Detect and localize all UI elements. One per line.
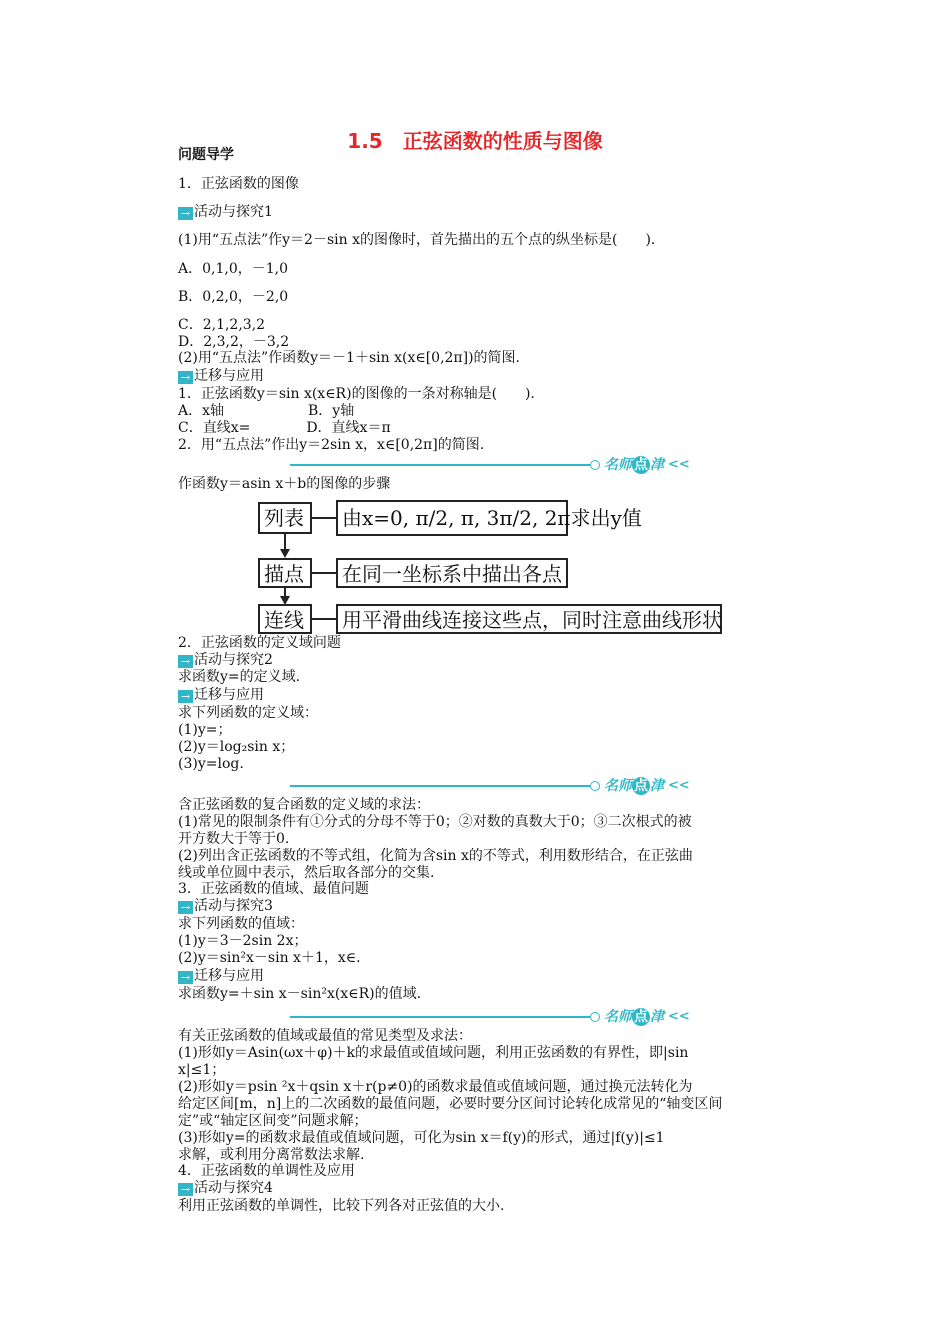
note-text: 求解，或利用分离常数法求解. <box>178 1147 365 1163</box>
double-chevron-icon: << <box>668 778 690 793</box>
choice-c: C．2,1,2,3,2 <box>178 317 266 333</box>
flow-step-plot-desc: 在同一坐标系中描出各点 <box>336 558 568 588</box>
flow-step-list: 列表 <box>258 502 312 534</box>
double-chevron-icon: << <box>668 457 690 472</box>
tip-divider-1 <box>290 456 692 474</box>
steps-intro: 作函数y＝asin x＋b的图像的步骤 <box>178 476 391 492</box>
activity-label-text: 活动与探究4 <box>194 1180 273 1196</box>
activity-label-1 <box>178 204 273 221</box>
arrow-right-icon: → <box>178 690 193 703</box>
tip-divider-2 <box>290 777 692 795</box>
question-text: 求下列函数的值域： <box>178 916 304 932</box>
flow-step-connect: 连线 <box>258 604 312 634</box>
question-text: 求函数y=的定义域. <box>178 669 301 685</box>
note-text: (2)形如y＝psin ²x＋qsin x＋r(p≠0)的函数求最值或值域问题，通过换元法转化为 <box>178 1079 693 1095</box>
tip-badge: 名师 点 津 <box>604 1009 664 1025</box>
arrow-right-icon: → <box>178 971 193 984</box>
note-heading: 含正弦函数的复合函数的定义域的求法： <box>178 797 430 813</box>
subsection-heading-2: 2．正弦函数的定义域问题 <box>178 635 341 651</box>
note-text: 给定区间[m，n]上的二次函数的最值问题，必要时要分区间讨论转化成常见的“轴变区间 <box>178 1096 723 1112</box>
sub-question: (2)y＝sin²x－sin x＋1，x∈. <box>178 950 361 966</box>
question-text: 利用正弦函数的单调性，比较下列各对正弦值的大小. <box>178 1198 505 1214</box>
flow-connector <box>312 572 336 574</box>
note-text: 线或单位圆中表示，然后取各部分的交集. <box>178 865 435 881</box>
application-label-2 <box>178 687 264 704</box>
activity-label-2 <box>178 652 273 669</box>
divider-dot-icon <box>590 781 600 791</box>
activity-label-text: 活动与探究1 <box>194 204 273 220</box>
choice-a: A．0,1,0，－1,0 <box>178 261 288 277</box>
choices-ab: A．x轴 B．y轴 <box>178 403 355 419</box>
sub-question: (3)y=log. <box>178 756 244 772</box>
section-heading: 问题导学 <box>178 147 234 163</box>
subsection-heading-4: 4．正弦函数的单调性及应用 <box>178 1163 355 1179</box>
question-text: 求下列函数的定义域： <box>178 705 318 721</box>
activity-label-text: 活动与探究2 <box>194 652 273 668</box>
divider-line <box>290 1016 590 1018</box>
flow-connector <box>312 618 336 620</box>
choices-cd: C．直线x= D．直线x＝π <box>178 420 391 436</box>
divider-dot-icon <box>590 460 600 470</box>
note-text: x|≤1； <box>178 1062 226 1078</box>
application-label-3 <box>178 968 264 985</box>
double-chevron-icon: << <box>668 1009 690 1024</box>
flow-step-plot: 描点 <box>258 558 312 588</box>
application-label-1 <box>178 368 264 385</box>
arrow-right-icon: → <box>178 1183 193 1196</box>
sub-question: (1)y=； <box>178 722 232 738</box>
tip-badge: 名师 点 津 <box>604 457 664 473</box>
application-label-text: 迁移与应用 <box>194 968 264 984</box>
sub-question: (2)y＝log₂sin x； <box>178 739 295 755</box>
note-text: (1)常见的限制条件有①分式的分母不等于0；②对数的真数大于0；③二次根式的被 <box>178 814 692 830</box>
question-text: 求函数y=＋sin x－sin²x(x∈R)的值域. <box>178 986 422 1002</box>
arrow-right-icon: → <box>178 901 193 914</box>
arrow-right-icon: → <box>178 371 193 384</box>
tip-badge: 名师 点 津 <box>604 778 664 794</box>
activity-label-4 <box>178 1180 273 1197</box>
divider-line <box>290 785 590 787</box>
subsection-heading-1: 1．正弦函数的图像 <box>178 176 299 192</box>
tip-divider-3 <box>290 1008 692 1026</box>
note-text: (2)列出含正弦函数的不等式组，化简为含sin x的不等式，利用数形结合，在正弦曲 <box>178 848 693 864</box>
question-text: (2)用“五点法”作函数y＝－1＋sin x(x∈[0,2π])的简图. <box>178 350 521 366</box>
flow-step-connect-desc: 用平滑曲线连接这些点，同时注意曲线形状 <box>336 604 722 634</box>
question-text: (1)用“五点法”作y＝2－sin x的图像时，首先描出的五个点的纵坐标是( )． <box>178 232 665 248</box>
flow-connector <box>312 517 336 519</box>
arrow-right-icon: → <box>178 207 193 220</box>
application-label-text: 迁移与应用 <box>194 687 264 703</box>
note-text: (1)形如y＝Asin(ωx＋φ)＋k的求最值或值域问题，利用正弦函数的有界性，即|sin <box>178 1045 689 1061</box>
question-text: 2．用“五点法”作出y＝2sin x，x∈[0,2π]的简图. <box>178 437 485 453</box>
note-heading: 有关正弦函数的值域或最值的常见类型及求法： <box>178 1028 472 1044</box>
application-label-text: 迁移与应用 <box>194 368 264 384</box>
divider-line <box>290 464 590 466</box>
sub-question: (1)y＝3－2sin 2x； <box>178 933 308 949</box>
arrow-right-icon: → <box>178 655 193 668</box>
question-text: 1．正弦函数y＝sin x(x∈R)的图像的一条对称轴是( )． <box>178 386 545 402</box>
divider-dot-icon <box>590 1012 600 1022</box>
note-text: 定”或“轴定区间变”问题求解； <box>178 1113 368 1129</box>
note-text: (3)形如y=的函数求最值或值域问题，可化为sin x＝f(y)的形式，通过|f(y)|≤1 <box>178 1130 665 1146</box>
choice-d: D．2,3,2，－3,2 <box>178 334 290 350</box>
activity-label-text: 活动与探究3 <box>194 898 273 914</box>
choice-b: B．0,2,0，－2,0 <box>178 289 289 305</box>
subsection-heading-3: 3．正弦函数的值域、最值问题 <box>178 881 369 897</box>
arrow-down-icon <box>280 549 290 558</box>
note-text: 开方数大于等于0. <box>178 831 290 847</box>
activity-label-3 <box>178 898 273 915</box>
flow-step-list-desc: 由x=0, π/2, π, 3π/2, 2π求出y值 <box>336 500 568 536</box>
page-title: 1.5 正弦函数的性质与图像 <box>347 129 603 153</box>
